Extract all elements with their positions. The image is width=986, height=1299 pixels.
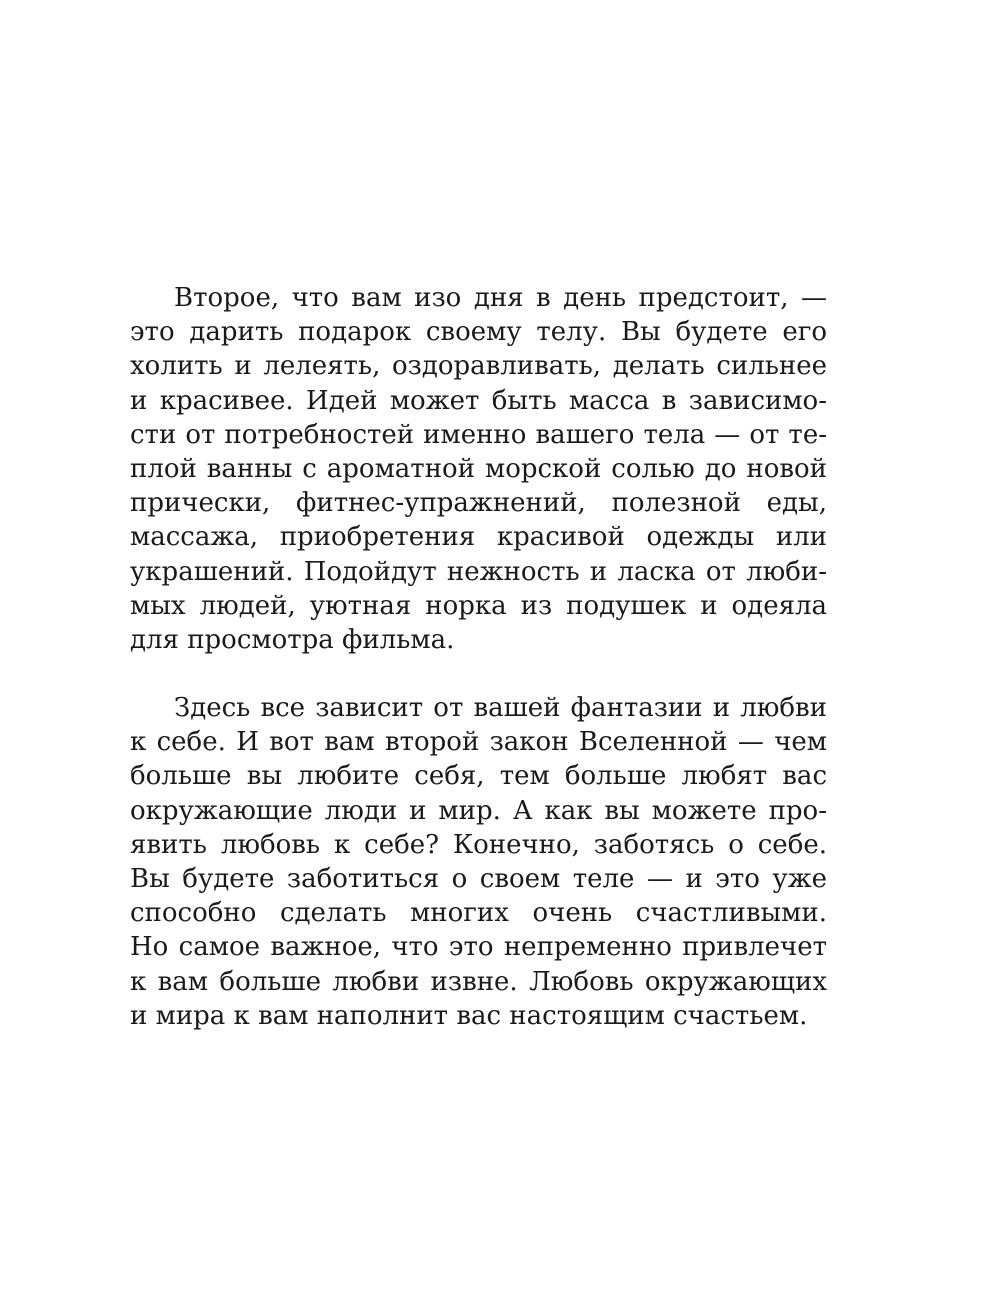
text-line: больше вы любите себя, тем больше любят вас <box>130 761 827 792</box>
text-line: сти от потребностей именно вашего тела — от те- <box>130 419 827 450</box>
text-line: Здесь все зависит от вашей фантазии и любви <box>174 693 827 724</box>
paragraph-1 <box>130 281 827 657</box>
text-line: для просмотра фильма. <box>130 624 455 655</box>
text-line: мых людей, уютная норка из подушек и одеяла <box>130 590 827 621</box>
text-line: Вы будете заботиться о своем теле — и это уже <box>130 864 827 894</box>
text-line: Но самое важное, что это непременно привлечет <box>130 932 827 963</box>
text-line: явить любовь к себе? Конечно, заботясь о себе. <box>130 829 827 860</box>
text-line: плой ванны с ароматной морской солью до новой <box>130 453 827 484</box>
text-line: Второе, что вам изо дня в день предстоит, — <box>174 283 827 313</box>
text-line: украшений. Подойдут нежность и ласка от люби- <box>130 556 827 587</box>
text-line: прически, фитнес-упражнений, полезной еды, <box>130 488 827 519</box>
text-line: это дарить подарок своему телу. Вы будете его <box>130 317 827 348</box>
text-line: и красивее. Идей может быть масса в зависимо- <box>130 385 827 416</box>
text-line: к вам больше любви извне. Любовь окружающих <box>130 966 827 997</box>
text-line: окружающие люди и мир. А как вы можете про- <box>130 795 827 826</box>
text-line: и мира к вам наполнит вас настоящим счастьем. <box>130 1000 808 1031</box>
text-line: холить и лелеять, оздоравливать, делать сильнее <box>130 351 827 382</box>
body-text <box>130 281 827 1033</box>
text-line: массажа, приобретения красивой одежды или <box>130 522 827 553</box>
text-line: к себе. И вот вам второй закон Вселенной — чем <box>130 727 827 758</box>
text-line: способно сделать многих очень счастливыми. <box>130 898 827 929</box>
paragraph-2 <box>130 691 827 1033</box>
